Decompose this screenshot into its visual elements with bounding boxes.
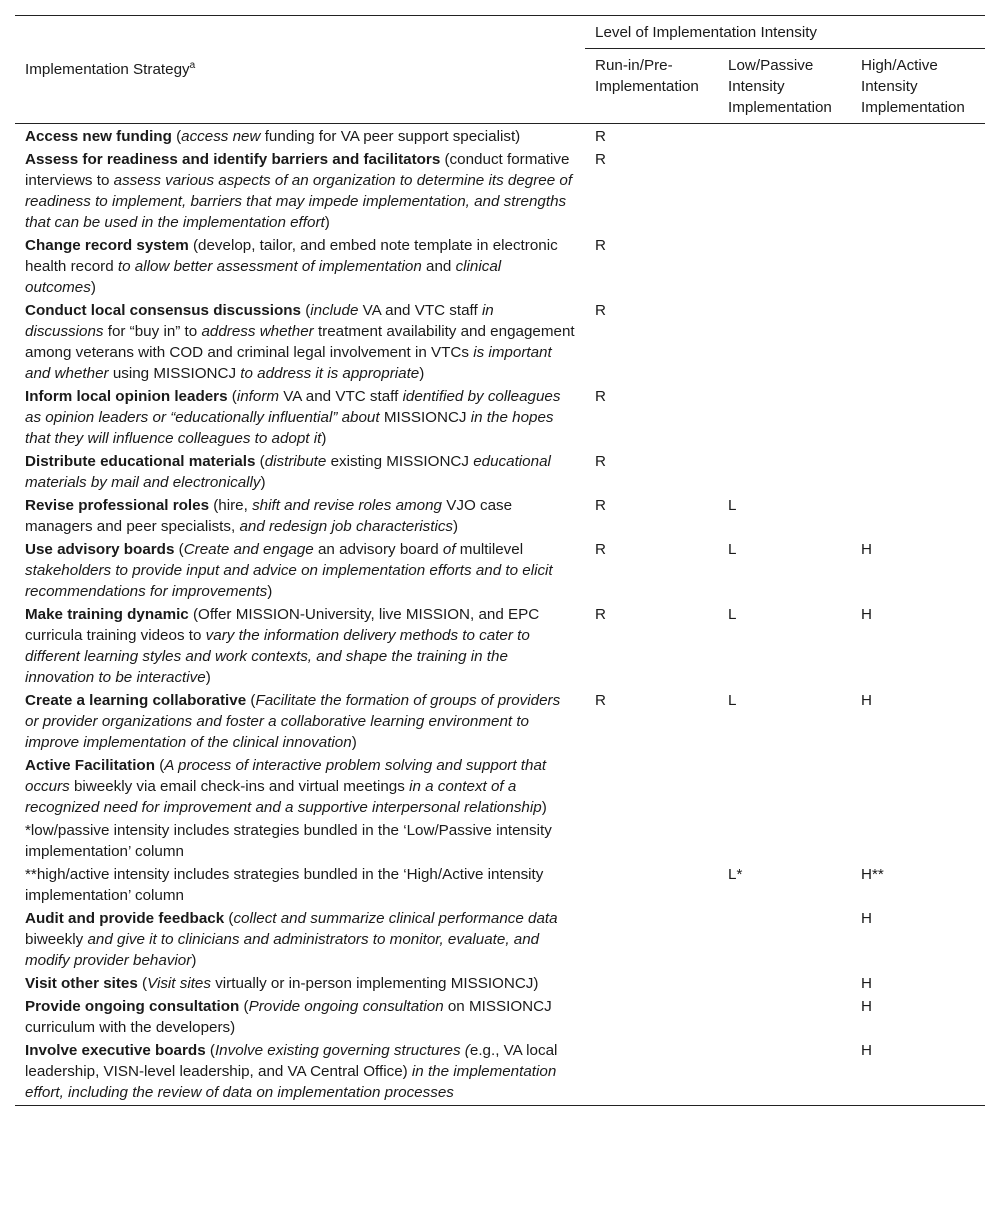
strategy-description-segment: (conduct formative interviews to xyxy=(25,151,570,189)
strategy-cell xyxy=(15,299,585,385)
high-active-cell xyxy=(851,299,985,385)
high-active-cell xyxy=(851,819,985,863)
table-row xyxy=(15,234,985,299)
low-passive-cell: L xyxy=(728,497,737,514)
strategy-description-segment: assess various aspects of an organization to determine its degree of readiness to implement, barriers that may impede implementation, and strengths that can be used in the implementation effort xyxy=(25,172,573,231)
strategy-description-segment: ) xyxy=(351,734,357,751)
strategy-cell xyxy=(15,907,585,972)
strategy-name: Involve executive boards xyxy=(25,1042,206,1059)
strategy-description-segment: biweekly via email check-ins and virtual meetings xyxy=(69,778,410,795)
strategy-description-segment: ( xyxy=(224,910,234,927)
strategy-description-segment: (Offer MISSION-University, live MISSION, and EPC curricula training videos to xyxy=(25,606,540,644)
high-active-column-header: High/Active Intensity Implementation xyxy=(851,49,985,124)
implementation-strategy-table xyxy=(15,15,985,1106)
run-in-column-header: Run-in/Pre-Implementation xyxy=(585,49,718,124)
strategy-description-segment: VA and VTC staff xyxy=(358,302,482,319)
strategy-cell xyxy=(15,754,585,819)
run-in-cell: R xyxy=(595,541,606,558)
strategy-description-segment: shift and revise roles among xyxy=(252,497,443,514)
strategy-description-segment: funding for VA peer support specialist) xyxy=(260,128,521,145)
high-active-cell: H xyxy=(851,1039,985,1106)
strategy-description-segment: in discussions xyxy=(25,302,494,340)
table-row xyxy=(15,299,985,385)
strategy-cell xyxy=(15,148,585,234)
strategy-description-segment: *low/passive intensity includes strategies bundled in the ‘Low/Passive intensity implementation’ column xyxy=(25,822,552,860)
strategy-description-segment: identified by colleagues as opinion leaders or “educationally influential” about xyxy=(25,388,561,426)
strategy-cell xyxy=(15,603,585,689)
strategy-description-segment: Facilitate the formation of groups of providers or provider organizations and foster a collaborative learning environment to improve implementation of the clinical innovation xyxy=(25,692,561,751)
strategy-description-segment: for “buy in” to xyxy=(103,323,202,340)
strategy-cell xyxy=(15,1039,585,1106)
table-row xyxy=(15,494,985,538)
low-passive-cell: L* xyxy=(728,866,743,883)
run-in-cell: R xyxy=(595,692,606,709)
strategy-description-segment: MISSIONCJ xyxy=(379,409,471,426)
high-active-cell xyxy=(851,450,985,494)
run-in-cell: R xyxy=(595,128,606,145)
strategy-description-segment: in the hopes that they will influence colleagues to adopt it xyxy=(25,409,554,447)
low-passive-cell xyxy=(718,234,851,299)
strategy-description-segment: clinical outcomes xyxy=(25,258,502,296)
strategy-description-segment: biweekly xyxy=(25,931,88,948)
strategy-description-segment: collect and summarize clinical performance data xyxy=(233,910,558,927)
strategy-description-segment: **high/active intensity includes strategies bundled in the ‘High/Active intensity implementation’ column xyxy=(25,866,544,904)
strategy-description-segment: of xyxy=(442,541,456,558)
strategy-description-segment: on MISSIONCJ curriculum with the developers) xyxy=(25,998,552,1036)
high-active-cell xyxy=(851,234,985,299)
low-passive-cell: L xyxy=(728,692,737,709)
strategy-description-segment: Involve existing governing structures ( xyxy=(214,1042,470,1059)
run-in-cell: R xyxy=(595,497,606,514)
high-active-cell: H xyxy=(861,541,872,558)
strategy-description-segment: to allow better assessment of implementation xyxy=(117,258,422,275)
run-in-cell xyxy=(585,972,718,995)
strategy-description-segment: access new xyxy=(181,128,261,145)
strategy-description-segment: ( xyxy=(246,692,256,709)
strategy-name: Make training dynamic xyxy=(25,606,189,623)
strategy-description-segment: and xyxy=(421,258,456,275)
strategy-description-segment: ) xyxy=(191,952,197,969)
strategy-header-label: Implementation Strategy xyxy=(25,61,190,78)
table-row xyxy=(15,995,985,1039)
strategy-description-segment: an advisory board xyxy=(313,541,443,558)
table-row xyxy=(15,148,985,234)
strategy-description-segment: Visit sites xyxy=(147,975,211,992)
strategy-name: Distribute educational materials xyxy=(25,453,256,470)
low-passive-cell xyxy=(718,385,851,450)
low-passive-cell xyxy=(718,148,851,234)
strategy-cell xyxy=(15,450,585,494)
strategy-cell xyxy=(15,972,585,995)
table-row xyxy=(15,972,985,995)
intensity-group-header: Level of Implementation Intensity xyxy=(585,16,985,49)
strategy-cell xyxy=(15,234,585,299)
strategy-cell xyxy=(15,689,585,754)
strategy-description-segment: to address it is appropriate xyxy=(240,365,420,382)
low-passive-cell xyxy=(718,124,851,149)
strategy-description-segment: treatment availability and engagement among veterans with COD and criminal legal involvement in VTCs xyxy=(25,323,575,361)
strategy-description-segment: ( xyxy=(205,1042,215,1059)
high-active-cell: H xyxy=(861,910,872,927)
high-active-cell: H** xyxy=(861,866,884,883)
run-in-cell: R xyxy=(595,302,606,319)
strategy-description-segment: (hire, xyxy=(209,497,253,514)
run-in-cell: R xyxy=(595,453,606,470)
run-in-cell xyxy=(585,907,718,972)
table-row xyxy=(15,1039,985,1106)
table-row xyxy=(15,124,985,149)
low-passive-cell xyxy=(718,972,851,995)
high-active-cell xyxy=(851,124,985,149)
strategy-description-segment: Create and engage xyxy=(183,541,314,558)
strategy-description-segment: ( xyxy=(227,388,237,405)
strategy-description-segment: (develop, tailor, and embed note template in electronic health record xyxy=(25,237,558,275)
low-passive-cell xyxy=(718,754,851,819)
strategy-name: Audit and provide feedback xyxy=(25,910,225,927)
low-passive-cell xyxy=(718,819,851,863)
strategy-cell xyxy=(15,538,585,603)
run-in-cell xyxy=(585,863,718,907)
run-in-cell xyxy=(585,1039,718,1106)
table-row xyxy=(15,385,985,450)
high-active-cell xyxy=(851,494,985,538)
strategy-description-segment: educational materials by mail and electronically xyxy=(25,453,551,491)
strategy-description-segment: using MISSIONCJ xyxy=(108,365,241,382)
strategy-description-segment: in a context of a recognized need for improvement and a supportive interpersonal relationship xyxy=(25,778,542,816)
run-in-cell: R xyxy=(595,151,606,168)
strategy-description-segment: inform xyxy=(236,388,280,405)
table-row xyxy=(15,819,985,863)
strategy-name: Access new funding xyxy=(25,128,172,145)
strategy-description-segment: VJO case managers and peer specialists, xyxy=(25,497,513,535)
run-in-cell: R xyxy=(595,388,606,405)
strategy-description-segment: virtually or in-person implementing MISSIONCJ) xyxy=(210,975,539,992)
strategy-description-segment: ) xyxy=(321,430,327,447)
strategy-description-segment: A process of interactive problem solving and support that occurs xyxy=(25,757,547,795)
low-passive-column-header: Low/Passive Intensity Implementation xyxy=(718,49,851,124)
run-in-cell xyxy=(585,754,718,819)
strategy-name: Assess for readiness and identify barriers and facilitators xyxy=(25,151,441,168)
table-row xyxy=(15,754,985,819)
strategy-name: Visit other sites xyxy=(25,975,138,992)
strategy-description-segment: ( xyxy=(300,302,311,319)
high-active-cell: H xyxy=(861,975,872,992)
strategy-description-segment: ( xyxy=(137,975,148,992)
table-row xyxy=(15,863,985,907)
strategy-description-segment: ) xyxy=(90,279,96,296)
table-row xyxy=(15,538,985,603)
strategy-description-segment: ) xyxy=(205,669,211,686)
strategy-description-segment: multilevel xyxy=(455,541,524,558)
strategy-description-segment: and give it to clinicians and administrators to monitor, evaluate, and modify provider behavior xyxy=(25,931,540,969)
strategy-description-segment: is important and whether xyxy=(25,344,552,382)
high-active-cell: H xyxy=(861,998,872,1015)
high-active-cell xyxy=(851,754,985,819)
strategy-description-segment: Provide ongoing consultation xyxy=(248,998,444,1015)
high-active-cell: H xyxy=(861,692,872,709)
low-passive-cell: L xyxy=(728,606,737,623)
strategy-name: Provide ongoing consultation xyxy=(25,998,240,1015)
strategy-column-header xyxy=(15,16,585,124)
strategy-name: Revise professional roles xyxy=(25,497,210,514)
strategy-description-segment: ( xyxy=(255,453,265,470)
low-passive-cell xyxy=(718,450,851,494)
strategy-cell xyxy=(15,385,585,450)
table-row xyxy=(15,689,985,754)
run-in-cell xyxy=(585,995,718,1039)
strategy-cell xyxy=(15,995,585,1039)
run-in-cell xyxy=(585,819,718,863)
strategy-description-segment: ) xyxy=(541,799,547,816)
strategy-description-segment: ( xyxy=(174,541,184,558)
strategy-description-segment: address whether xyxy=(201,323,314,340)
strategy-description-segment: ) xyxy=(267,583,273,600)
strategy-description-segment: ) xyxy=(260,474,266,491)
strategy-name: Change record system xyxy=(25,237,189,254)
strategy-description-segment: in the implementation effort, including the review of data on implementation processes xyxy=(25,1063,557,1101)
strategy-name: Use advisory boards xyxy=(25,541,175,558)
strategy-name: Conduct local consensus discussions xyxy=(25,302,301,319)
strategy-cell xyxy=(15,863,585,907)
strategy-name: Inform local opinion leaders xyxy=(25,388,228,405)
strategy-cell xyxy=(15,819,585,863)
low-passive-cell: L xyxy=(728,541,737,558)
strategy-description-segment: e.g., VA local leadership, VISN-level leadership, and VA Central Office) xyxy=(25,1042,558,1080)
strategy-description-segment: ) xyxy=(324,214,330,231)
strategy-cell xyxy=(15,494,585,538)
strategy-description-segment: VA and VTC staff xyxy=(279,388,403,405)
strategy-description-segment: include xyxy=(310,302,359,319)
low-passive-cell xyxy=(718,299,851,385)
table-row xyxy=(15,907,985,972)
strategy-description-segment: vary the information delivery methods to cater to different learning styles and work contexts, and shape the training in the innovation to be interactive xyxy=(25,627,530,686)
high-active-cell xyxy=(851,148,985,234)
strategy-description-segment: ( xyxy=(239,998,249,1015)
strategy-cell xyxy=(15,124,585,149)
strategy-description-segment: and redesign job characteristics xyxy=(239,518,454,535)
low-passive-cell xyxy=(718,1039,851,1106)
high-active-cell xyxy=(851,385,985,450)
table-row xyxy=(15,450,985,494)
strategy-description-segment: existing MISSIONCJ xyxy=(326,453,474,470)
strategy-name: Create a learning collaborative xyxy=(25,692,247,709)
run-in-cell: R xyxy=(595,606,606,623)
table-row xyxy=(15,603,985,689)
strategy-description-segment: ) xyxy=(453,518,459,535)
high-active-cell: H xyxy=(861,606,872,623)
strategy-description-segment: stakeholders to provide input and advice on implementation efforts and to elicit recommendations for improvements xyxy=(25,562,553,600)
strategy-description-segment: ) xyxy=(419,365,425,382)
low-passive-cell xyxy=(718,995,851,1039)
strategy-name: Active Facilitation xyxy=(25,757,155,774)
low-passive-cell xyxy=(718,907,851,972)
run-in-cell: R xyxy=(595,237,606,254)
strategy-header-footnote-mark: a xyxy=(189,59,196,71)
strategy-description-segment: ( xyxy=(154,757,165,774)
strategy-description-segment: distribute xyxy=(264,453,327,470)
strategy-description-segment: ( xyxy=(171,128,182,145)
